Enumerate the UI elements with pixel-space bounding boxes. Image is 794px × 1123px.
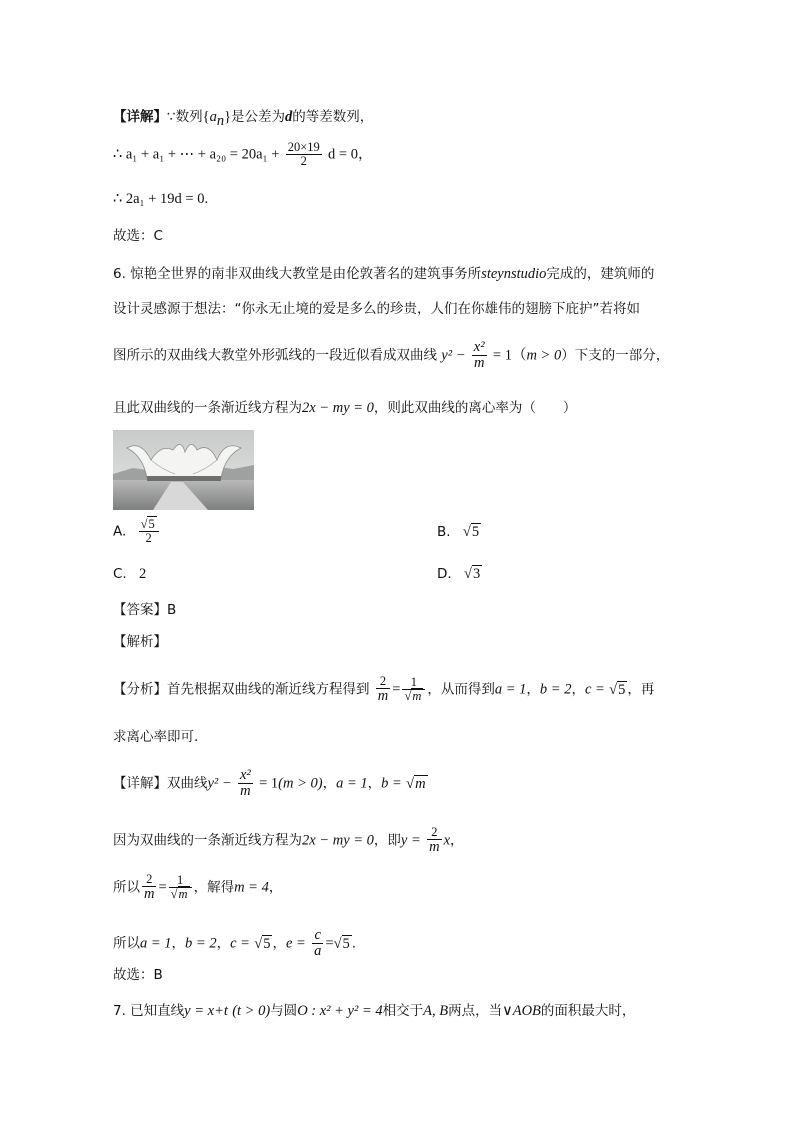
option-d-value: √3 [463,566,481,582]
xj-line2: 因为双曲线的一条渐近线方程为2x − my = 0，即y = $\frac{2}{m}$ x， [113,825,464,856]
option-d-label: D. [437,566,452,582]
radicand: 3 [472,566,481,582]
q6-line1 [113,266,654,283]
q7-circle: O : x² + y² = 4 [297,1003,383,1019]
seq-symbol: a [209,109,217,125]
prev-answer: 故选：C [113,228,163,244]
radicand: 5 [618,681,626,698]
fenxi-text-3: ，再 [627,681,655,698]
q6-text1-end: 完成的，建筑师的 [546,266,655,282]
xj1-b: b = [381,775,402,792]
xj2-x: x [443,832,450,849]
frac-den: m [144,886,155,903]
frac-den: a [314,943,322,960]
xj4-fraction [312,928,323,959]
radicand: m [415,775,426,792]
q6-line4 [113,400,576,417]
xj1-fraction [238,768,253,799]
xj1-a: a = 1 [336,775,368,792]
xj-line1: 【详解】双曲线y² − $\frac{\text{x²}}{m}$ = 1(m > 0)，a = 1，b = √m [113,767,426,800]
eq-fraction [472,340,487,371]
eq-part: y² − [207,775,232,792]
xj4-c: c = [230,935,250,952]
fenxi-text-2: ，从而得到 [427,681,495,698]
seq-sub: n [216,112,225,129]
xj3-text: 所以 [113,879,140,896]
frac-num: c [312,928,323,944]
option-a-label: A. [113,523,127,540]
q6-line2: 设计灵感源于想法：“你永无止境的爱是多么的珍贵，人们在你雄伟的翅膀下庇护”若将如 [113,301,640,317]
option-a-fraction [139,518,159,545]
eq-part-b: = 1（ [492,347,527,364]
fenxi-frac-2 [402,676,425,703]
radicand: m [412,689,422,704]
option-c-label: C. [113,566,127,582]
detail-label: 【详解】 [113,109,167,125]
frac-den: m [377,688,389,705]
q7-mid2: 相交于 [382,1003,424,1019]
option-a-den: 2 [145,531,152,546]
frac-num: 2 [427,826,441,840]
frac-num: 2 [376,675,390,689]
xj-line4: 所以a = 1，b = 2，c = √5 ，e = $\frac{c}{a}$ =√5 . [113,927,357,960]
q6-text4-end: ，则此双曲线的离心率为（ ） [373,400,577,416]
option-a-num [139,518,159,532]
sum-fraction [286,141,322,168]
q7-line-eq: y = x+t [184,1003,228,1019]
result-eq: ∴ 2a₁ + 19d = 0. [113,191,209,207]
fenxi-text: 首先根据双曲线的渐近线方程得到 [167,681,370,698]
xj2-y: y = [400,832,421,849]
fenxi-line: 【分析】首先根据双曲线的渐近线方程得到 $\frac{2}{m}$ = $\frac{1}{√m}$ ，从而得到a = 1，b = 2，c = √5 ，再 [113,674,655,705]
xj1-cond: (m > 0) [278,775,323,792]
q6-text1: 6. 惊艳全世界的南非双曲线大教堂是由伦敦著名的建筑事务所 [113,266,482,282]
equals: = [325,935,334,952]
radicand: 5 [471,524,480,540]
xj3-frac-2 [169,874,192,901]
frac-den: m [473,355,485,372]
xj4-text: 所以 [113,935,140,952]
xj2-eq: 2x − my = 0 [302,832,374,849]
frac-num: 20×19 [287,140,320,154]
prev-sum-line [113,141,372,168]
q6-text3: 图所示的双曲线大教堂外形弧线的一段近似看成双曲线 [113,347,437,364]
eq-part: y² − [441,347,466,364]
q7-line [113,1003,635,1020]
option-c-value: 2 [139,566,147,582]
sum-rhs: d = 0， [328,146,373,163]
answer-label: 【答案】 [113,602,167,618]
radicand: 5 [148,517,155,531]
detail-text-2: 是公差为 [231,109,286,125]
q6-text3-end: ）下支的一部分， [561,347,670,364]
sqrt-symbol: √5 [609,681,626,698]
detail-text: ∵数列 [167,109,203,125]
sqrt-symbol: √m [170,887,188,902]
firm-name: steynstudio [481,266,547,282]
prev-detail-line [113,109,374,129]
d-symbol: d [285,109,293,125]
sqrt-symbol: √m [406,775,426,792]
xj4-b: b = 2 [185,935,217,952]
option-b-value: √5 [462,524,480,540]
fenxi-a: a = 1 [494,681,527,698]
asymptote-eq: 2x − my = 0 [302,400,374,416]
q6-text4: 且此双曲线的一条渐近线方程为 [113,400,302,416]
answer-line [113,602,176,618]
q7-text: 7. 已知直线 [113,1003,185,1019]
q7-triangle: ∨AOB [502,1003,541,1019]
eq-cond: m > 0 [526,347,562,364]
frac-den: 2 [300,154,307,169]
xj2-fraction [427,826,441,855]
q7-mid3: 两点，当 [448,1003,503,1019]
radicand: 5 [342,935,350,952]
option-b[interactable] [437,524,481,541]
q7-cond: (t > 0) [232,1003,271,1019]
xj-line3: 所以 $\frac{2}{m}$ = $\frac{1}{√m}$ ，解得m = 4， [113,872,283,903]
eq-part-b: = 1 [259,775,279,792]
xj4-e: e = [285,935,306,952]
fenxi-label: 【分析】 [113,681,167,698]
frac-num: 1 [169,874,192,888]
q7-points: A, B [423,1003,449,1019]
fenxi-line2: 求离心率即可. [113,729,199,745]
sqrt-symbol: √m [404,689,422,704]
xj3-frac-1 [142,873,156,902]
frac-den: m [240,783,251,800]
xj3-result: m = 4 [234,879,269,896]
sum-lhs: ∴ a₁ + a₁ + ⋯ + a₂₀ = 20a₁ + [113,146,280,163]
option-b-label: B. [437,524,451,540]
sqrt-symbol: √5 [254,935,271,952]
option-c[interactable] [113,566,146,583]
radicand: m [178,887,188,902]
xj2-text-2: ，即 [373,832,401,849]
frac-num: x² [473,339,485,355]
xj3-text-2: ，解得 [193,879,235,896]
frac-num: x² [240,767,251,783]
cathedral-photo [113,430,254,510]
answer-value: B [167,602,177,618]
xj1-text: 双曲线 [167,775,208,792]
option-d[interactable] [437,566,482,583]
xiangjie-label: 【详解】 [113,775,167,792]
frac-num: 1 [402,676,425,690]
radicand: 5 [263,935,271,952]
frac-num: 2 [142,873,156,887]
sequence-brace: $\{a_n\}$ [202,109,232,129]
q6-line3 [113,340,669,371]
equals: = [392,681,401,698]
fenxi-b: b = 2 [539,681,572,698]
sqrt-symbol: √5 [333,935,350,952]
fenxi-c: c = [584,681,605,698]
sqrt-symbol: √5 [140,517,155,531]
detail-text-3: 的等差数列， [292,109,374,125]
final-answer: 故选：B [113,967,163,983]
q7-end: 的面积最大时， [540,1003,636,1019]
xj4-a: a = 1 [140,935,172,952]
q7-mid: 与圆 [270,1003,298,1019]
fenxi-frac-1 [376,675,390,704]
prev-result [113,191,208,208]
analysis-label: 【解析】 [113,634,167,650]
option-a[interactable] [113,518,161,545]
frac-den: m [429,839,440,856]
xj2-text: 因为双曲线的一条渐近线方程为 [113,832,302,849]
